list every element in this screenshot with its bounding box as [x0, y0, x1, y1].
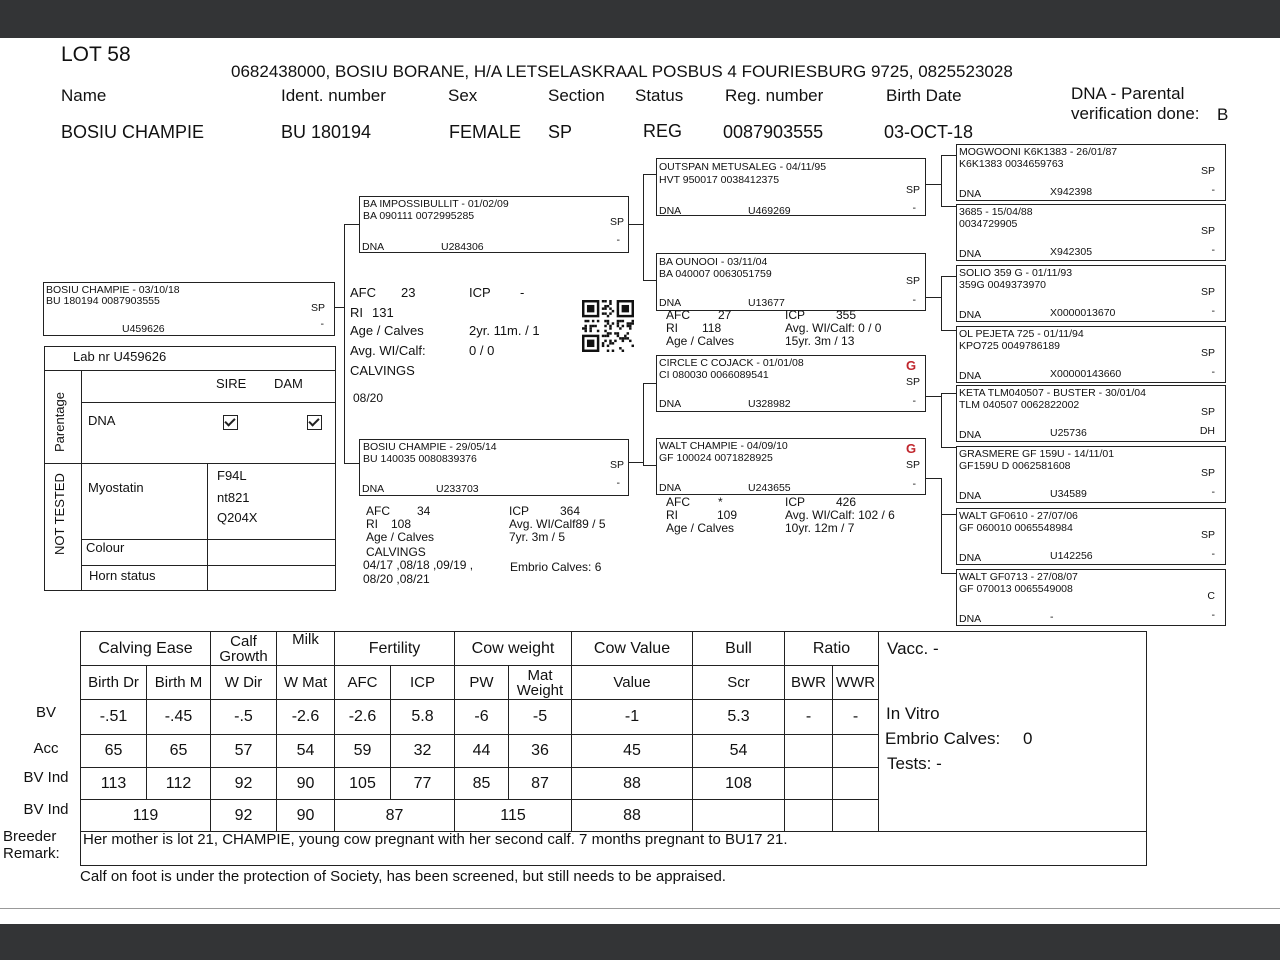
side-embrio-value: 0	[1023, 729, 1033, 748]
status-label: Status	[635, 86, 684, 105]
status-value: REG	[643, 121, 683, 141]
afc-value: 23	[401, 285, 416, 300]
age-calves-value: 2yr. 11m. / 1	[469, 323, 540, 338]
ebv-acc-cell: 54	[693, 735, 785, 768]
ggp7-dna: U142256	[1050, 550, 1093, 562]
gp-box-2	[656, 253, 926, 311]
ebv-bv-cell: -.45	[147, 700, 211, 735]
ggp1-dna: X942398	[1050, 186, 1093, 198]
ebv-cols-cell: WWR	[833, 666, 879, 700]
ebv-acc-cell: 44	[455, 735, 509, 768]
sire-header: SIRE	[216, 376, 247, 391]
qr-code-icon	[582, 300, 634, 352]
ebv-bv-cell: -2.6	[277, 700, 335, 735]
dam-calving-dates-2: 08/20 ,08/21	[363, 572, 430, 586]
dam-dash: -	[616, 477, 620, 489]
gp2-wi-calf: Avg. WI/Calf: 0 / 0	[785, 321, 882, 335]
horn-status-label: Horn status	[89, 568, 156, 583]
dam-age-label: Age / Calves	[366, 530, 435, 544]
side-panel	[878, 631, 1147, 832]
ebv-cols-cell: ICP	[391, 666, 455, 700]
gp-box-3	[656, 355, 926, 412]
ebv-ind2-cell	[785, 800, 833, 832]
ggp-box-2	[956, 204, 1226, 261]
gp3-dash: -	[912, 395, 916, 407]
wi-calf-value: 0 / 0	[469, 343, 495, 358]
gp4-icp-label: ICP	[785, 495, 806, 509]
gp2-dash: -	[912, 294, 916, 306]
name-label: Name	[61, 86, 107, 105]
dam-title: BOSIU CHAMPIE - 29/05/14	[363, 441, 497, 453]
ebv-cols-cell: BWR	[785, 666, 833, 700]
gp4-ri-label: RI	[666, 508, 678, 522]
ebv-bv-cell: -	[785, 700, 833, 735]
ggp4-ids: KPO725 0049786189	[959, 340, 1061, 352]
gp4-age-value: 10yr. 12m / 7	[785, 521, 855, 535]
ggp8-dna: -	[1050, 611, 1054, 623]
group-cow-value: Cow Value	[572, 632, 693, 666]
myostatin-nt821: nt821	[217, 490, 250, 505]
ggp8-section: C	[1207, 590, 1215, 602]
gp4-ri-value: 109	[717, 508, 738, 522]
ggp6-dash: -	[1211, 486, 1215, 498]
ggp4-dna: X00000143660	[1050, 368, 1122, 380]
gp4-dna: U243655	[748, 482, 791, 494]
ggp3-dna-label: DNA	[959, 309, 982, 321]
footer-divider	[0, 908, 1280, 909]
ggp1-dna-label: DNA	[959, 188, 982, 200]
dam-icp-label: ICP	[509, 504, 530, 518]
ggp5-dna-label: DNA	[959, 429, 982, 441]
ebv-cols-cell: Scr	[693, 666, 785, 700]
ggp4-title: OL PEJETA 725 - 01/11/94	[959, 328, 1084, 340]
ggp8-title: WALT GF0713 - 27/08/07	[959, 571, 1078, 583]
ebv-ind-cell	[833, 768, 879, 800]
ebv-acc-cell: 65	[147, 735, 211, 768]
ggp6-title: GRASMERE GF 159U - 14/11/01	[959, 448, 1115, 460]
lot-number: LOT 58	[61, 43, 131, 66]
society-logo-icon: G	[905, 358, 917, 373]
ggp4-section: SP	[1200, 347, 1215, 359]
ebv-acc-cell: 32	[391, 735, 455, 768]
ggp5-dash: DH	[1199, 425, 1215, 437]
ggp2-title: 3685 - 15/04/88	[959, 206, 1033, 218]
ebv-acc-cell: 59	[335, 735, 391, 768]
ebv-bv-cell: -	[833, 700, 879, 735]
ggp-box-7	[956, 508, 1226, 565]
ggp-box-3	[956, 265, 1226, 322]
ggp2-ids: 0034729905	[959, 218, 1018, 230]
ebv-ind2-cell	[693, 800, 785, 832]
dna-label-1: DNA - Parental	[1071, 84, 1185, 103]
ebv-bv-cell: 5.8	[391, 700, 455, 735]
tests-label: Tests: -	[887, 754, 942, 773]
ebv-cols-cell: Birth Dr	[81, 666, 147, 700]
colour-label: Colour	[86, 540, 125, 555]
top-bar	[0, 0, 1280, 38]
ebv-ind-cell	[785, 768, 833, 800]
gp3-ids: CI 080030 0066089541	[659, 369, 769, 381]
ebv-cols-cell: W Dir	[211, 666, 277, 700]
breeder-line: 0682438000, BOSIU BORANE, H/A LETSELASKRAAL POSBUS 4 FOURIESBURG 9725, 0825523028	[231, 62, 1013, 81]
dam-ri-label: RI	[366, 517, 378, 531]
remark-text: Her mother is lot 21, CHAMPIE, young cow pregnant with her second calf. 7 months pregnant to BU17 21.	[83, 831, 788, 848]
birth-value: 03-OCT-18	[884, 122, 974, 142]
dam-wi-calf: Avg. WI/Calf89 / 5	[509, 517, 606, 531]
gp1-title: OUTSPAN METUSALEG - 04/11/95	[659, 161, 827, 173]
myostatin-q204x: Q204X	[217, 510, 258, 525]
ggp3-dna: X0000013670	[1050, 307, 1116, 319]
ebv-ind2-cell: 119	[81, 800, 211, 832]
group-bull: Bull	[693, 632, 785, 666]
sire-title: BA IMPOSSIBULLIT - 01/02/09	[363, 198, 509, 210]
row-label-bv-ind: BV Ind	[23, 769, 69, 786]
group-calving-ease: Calving Ease	[81, 632, 211, 666]
ebv-cols-cell: Birth M	[147, 666, 211, 700]
gp4-dash: -	[912, 478, 916, 490]
vacc-label: Vacc. -	[887, 639, 939, 658]
sire-dna-check-icon	[223, 415, 238, 430]
dam-header: DAM	[274, 376, 303, 391]
ebv-ind-cell: 113	[81, 768, 147, 800]
ebv-bv-cell: -1	[572, 700, 693, 735]
gp2-section: SP	[905, 275, 920, 287]
ggp5-ids: TLM 040507 0062822002	[959, 399, 1080, 411]
ebv-cols-cell: Mat Weight	[509, 666, 572, 700]
ebv-acc-cell	[785, 735, 833, 768]
ggp1-ids: K6K1383 0034659763	[959, 158, 1064, 170]
ebv-ind2-cell: 115	[455, 800, 572, 832]
ggp3-dash: -	[1211, 305, 1215, 317]
ebv-ind-cell: 105	[335, 768, 391, 800]
ebv-acc-cell: 36	[509, 735, 572, 768]
sire-dash: -	[616, 234, 620, 246]
gp2-ri-value: 118	[702, 321, 722, 335]
sire-box	[359, 196, 629, 253]
in-vitro-label: In Vitro	[886, 704, 940, 723]
bottom-bar	[0, 924, 1280, 960]
gp4-afc-label: AFC	[666, 495, 690, 509]
animal-dash: -	[320, 318, 324, 330]
gp2-age-label: Age / Calves	[666, 334, 735, 348]
ident-label: Ident. number	[281, 86, 386, 105]
ggp8-dna-label: DNA	[959, 613, 982, 625]
gp1-ids: HVT 950017 0038412375	[659, 174, 780, 186]
ebv-cols-cell: PW	[455, 666, 509, 700]
gp2-title: BA OUNOOI - 03/11/04	[659, 256, 768, 268]
ggp4-dna-label: DNA	[959, 370, 982, 382]
ggp1-title: MOGWOONI K6K1383 - 26/01/87	[959, 146, 1118, 158]
gp4-section: SP	[905, 459, 920, 471]
afc-label: AFC	[350, 285, 376, 300]
dam-dna-label: DNA	[362, 483, 385, 495]
group-milk: Milk	[277, 632, 335, 666]
section-value: SP	[548, 122, 573, 142]
wi-calf-label: Avg. WI/Calf:	[350, 343, 426, 358]
ggp2-dna-label: DNA	[959, 248, 982, 260]
ebv-acc-cell: 57	[211, 735, 277, 768]
ebv-bv-cell: 5.3	[693, 700, 785, 735]
ebv-ind-cell: 77	[391, 768, 455, 800]
ggp3-title: SOLIO 359 G - 01/11/93	[959, 267, 1073, 279]
ebv-acc-cell: 65	[81, 735, 147, 768]
ebv-acc-cell: 45	[572, 735, 693, 768]
gp1-dash: -	[912, 202, 916, 214]
row-label-acc: Acc	[33, 740, 59, 757]
dam-dna: U233703	[436, 483, 479, 495]
icp-value: -	[520, 285, 525, 300]
gp4-age-label: Age / Calves	[666, 521, 735, 535]
ebv-bv-cell: -.5	[211, 700, 277, 735]
gp4-dna-label: DNA	[659, 482, 682, 494]
gp2-dna-label: DNA	[659, 297, 682, 309]
gp2-dna: U13677	[748, 297, 785, 309]
sire-section: SP	[609, 216, 624, 228]
ggp7-ids: GF 060010 0065548984	[959, 522, 1073, 534]
animal-section: SP	[310, 302, 325, 314]
ggp2-section: SP	[1200, 225, 1215, 237]
ggp4-dash: -	[1211, 366, 1215, 378]
ggp3-section: SP	[1200, 286, 1215, 298]
remark-label-1: Breeder	[3, 828, 57, 845]
ebv-ind-cell: 85	[455, 768, 509, 800]
reg-value: 0087903555	[723, 122, 824, 142]
ggp1-section: SP	[1200, 165, 1215, 177]
gp1-dna-label: DNA	[659, 205, 682, 217]
ri-label: RI	[350, 305, 363, 320]
ebv-bv-cell: -.51	[81, 700, 147, 735]
ggp-box-5	[956, 385, 1226, 442]
birth-label: Birth Date	[886, 86, 962, 105]
footer-note: Calf on foot is under the protection of Society, has been screened, but still needs to be appraised.	[80, 868, 726, 885]
ebv-bv-cell: -5	[509, 700, 572, 735]
dam-ids: BU 140035 0080839376	[363, 453, 477, 465]
animal-box	[43, 282, 335, 336]
gp4-title: WALT CHAMPIE - 04/09/10	[659, 440, 788, 452]
age-calves-label: Age / Calves	[350, 323, 424, 338]
gp2-icp-value: 355	[836, 308, 857, 322]
ggp2-dash: -	[1211, 244, 1215, 256]
ebv-ind-cell: 90	[277, 768, 335, 800]
ggp-box-8	[956, 569, 1226, 626]
reg-label: Reg. number	[725, 86, 824, 105]
remark-label-2: Remark:	[3, 845, 60, 862]
ident-value: BU 180194	[281, 122, 372, 142]
group-ratio: Ratio	[785, 632, 879, 666]
gp2-icp-label: ICP	[785, 308, 806, 322]
ggp3-ids: 359G 0049373970	[959, 279, 1046, 291]
ri-value: 131	[372, 305, 394, 320]
ggp6-dna-label: DNA	[959, 490, 982, 502]
ebv-cols-cell: W Mat	[277, 666, 335, 700]
gp3-dna: U328982	[748, 398, 791, 410]
dam-section: SP	[609, 459, 624, 471]
ebv-cols-cell: Value	[572, 666, 693, 700]
ebv-ind-cell: 112	[147, 768, 211, 800]
dam-box	[359, 439, 629, 496]
ggp8-dash: -	[1211, 609, 1215, 621]
dna-value: B	[1217, 105, 1229, 124]
section-label: Section	[548, 86, 605, 105]
dam-ri-value: 108	[391, 517, 412, 531]
myostatin-f94l: F94L	[217, 468, 247, 483]
gp3-dna-label: DNA	[659, 398, 682, 410]
not-tested-label: NOT TESTED	[52, 473, 67, 555]
ggp1-dash: -	[1211, 184, 1215, 196]
gp3-title: CIRCLE C COJACK - 01/01/08	[659, 357, 804, 369]
calvings-label: CALVINGS	[350, 363, 415, 378]
dna-label-2: verification done:	[1071, 104, 1200, 123]
side-embrio-label: Embrio Calves:	[885, 729, 1001, 748]
gp2-afc-value: 27	[718, 308, 732, 322]
ggp7-section: SP	[1200, 529, 1215, 541]
ebv-acc-cell	[833, 735, 879, 768]
gp2-age-value: 15yr. 3m / 13	[785, 334, 855, 348]
dna-row-label: DNA	[88, 413, 116, 428]
animal-ids: BU 180194 0087903555	[46, 295, 160, 307]
name-value: BOSIU CHAMPIE	[61, 122, 205, 142]
parentage-label: Parentage	[52, 392, 67, 452]
ggp5-dna: U25736	[1050, 427, 1087, 439]
dam-icp-value: 364	[560, 504, 581, 518]
ebv-ind-cell: 108	[693, 768, 785, 800]
dam-calving-dates-1: 04/17 ,08/18 ,09/19 ,	[363, 558, 474, 572]
gp4-ids: GF 100024 0071828925	[659, 452, 773, 464]
lab-number: Lab nr U459626	[73, 349, 167, 364]
group-fertility: Fertility	[335, 632, 455, 666]
ggp2-dna: X942305	[1050, 246, 1093, 258]
ebv-bv-cell: -6	[455, 700, 509, 735]
sire-ids: BA 090111 0072995285	[363, 210, 475, 222]
gp2-afc-label: AFC	[666, 308, 690, 322]
dam-age-value: 7yr. 3m / 5	[509, 530, 566, 544]
gp1-section: SP	[905, 184, 920, 196]
ggp-box-1	[956, 144, 1226, 201]
sex-value: FEMALE	[449, 122, 522, 142]
ebv-ind-cell: 92	[211, 768, 277, 800]
ebv-table	[80, 631, 879, 832]
dam-dna-check-icon	[307, 415, 322, 430]
gp2-ri-label: RI	[666, 321, 678, 335]
dam-afc-value: 34	[417, 504, 431, 518]
sire-dna: U284306	[441, 241, 484, 253]
animal-title: BOSIU CHAMPIE - 03/10/18	[46, 284, 180, 296]
gp2-ids: BA 040007 0063051759	[659, 268, 772, 280]
myostatin-label: Myostatin	[88, 480, 144, 495]
ebv-ind-cell: 87	[509, 768, 572, 800]
ebv-ind2-cell: 90	[277, 800, 335, 832]
group-cow-weight: Cow weight	[455, 632, 572, 666]
ggp7-dna-label: DNA	[959, 552, 982, 564]
dam-afc-label: AFC	[366, 504, 390, 518]
remark-box	[80, 831, 1147, 866]
lab-panel	[44, 346, 336, 591]
sex-label: Sex	[448, 86, 478, 105]
gp1-dna: U469269	[748, 205, 791, 217]
ggp8-ids: GF 070013 0065549008	[959, 583, 1073, 595]
society-logo-icon: G	[905, 441, 917, 456]
ebv-ind2-cell: 92	[211, 800, 277, 832]
ggp-box-4	[956, 326, 1226, 383]
icp-label: ICP	[469, 285, 491, 300]
gp4-icp-value: 426	[836, 495, 857, 509]
ggp7-dash: -	[1211, 548, 1215, 560]
ggp6-dna: U34589	[1050, 488, 1087, 500]
ggp6-ids: GF159U D 0062581608	[959, 460, 1071, 472]
animal-dna: U459626	[122, 323, 165, 335]
gp4-afc-value: *	[718, 495, 723, 509]
ebv-bv-cell: -2.6	[335, 700, 391, 735]
gp-box-1	[656, 158, 926, 216]
dam-calvings-label: CALVINGS	[366, 545, 426, 559]
ggp7-title: WALT GF0610 - 27/07/06	[959, 510, 1078, 522]
ggp6-section: SP	[1200, 467, 1215, 479]
dam-embrio-calves: Embrio Calves: 6	[510, 560, 602, 574]
ggp5-title: KETA TLM040507 - BUSTER - 30/01/04	[959, 387, 1146, 399]
gp4-wi-calf: Avg. WI/Calf: 102 / 6	[785, 508, 895, 522]
ebv-cols-cell: AFC	[335, 666, 391, 700]
ebv-ind-cell: 88	[572, 768, 693, 800]
calving-dates: 08/20	[353, 391, 384, 405]
ebv-ind2-cell: 87	[335, 800, 455, 832]
gp-box-4	[656, 438, 926, 495]
ebv-acc-cell: 54	[277, 735, 335, 768]
ggp-box-6	[956, 446, 1226, 503]
ggp5-section: SP	[1200, 406, 1215, 418]
sire-dna-label: DNA	[362, 241, 385, 253]
gp3-section: SP	[905, 376, 920, 388]
ebv-ind2-cell: 88	[572, 800, 693, 832]
row-label-bv: BV	[35, 704, 56, 721]
group-calf-growth: Calf Growth	[211, 632, 277, 666]
row-label-bv-ind-2: BV Ind	[23, 801, 69, 818]
